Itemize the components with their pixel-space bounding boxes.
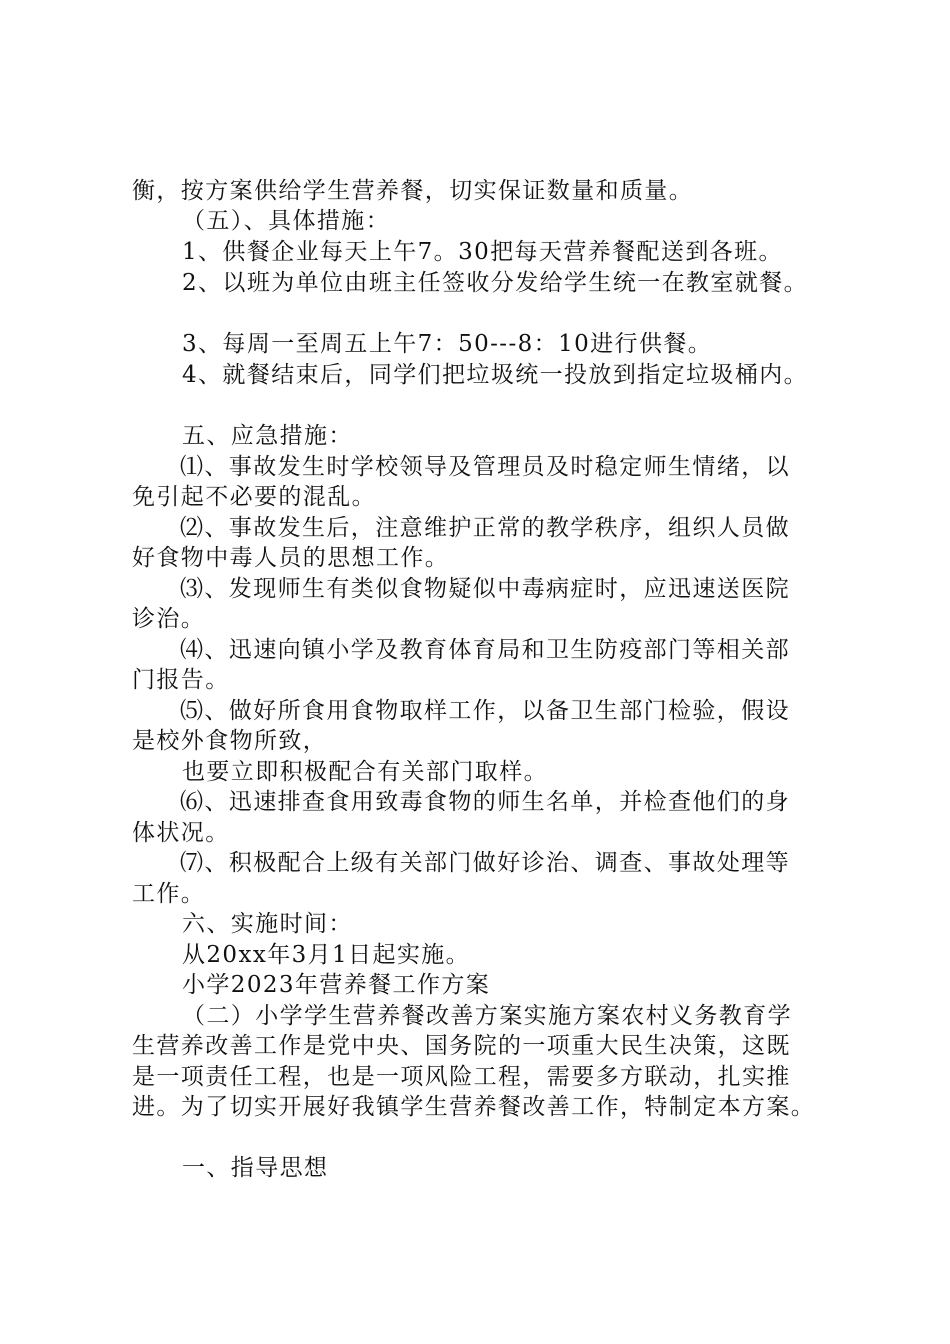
text-line: （二）小学学生营养餐改善方案实施方案农村义务教育学: [182, 1003, 792, 1029]
text-line: ⑸、做好所食用食物取样工作，以备卫生部门检验，假设: [180, 698, 790, 724]
text-line: 诊治。: [132, 606, 206, 632]
text-line: 3、每周一至周五上午7：50---8：10进行供餐。: [182, 331, 713, 357]
section-heading: （五）、具体措施：: [182, 208, 391, 234]
document-title: 小学2023年营养餐工作方案: [182, 972, 491, 998]
text-line: ⑵、事故发生后，注意维护正常的教学秩序，组织人员做: [180, 515, 790, 541]
text-line: 好食物中毒人员的思想工作。: [132, 545, 450, 571]
text-line: 是校外食物所致，: [132, 728, 328, 754]
text-line: ⑶、发现师生有类似食物疑似中毒病症时，应迅速送医院: [180, 576, 790, 602]
text-line: 也要立即积极配合有关部门取样。: [182, 759, 548, 785]
text-line: 2、以班为单位由班主任签收分发给学生统一在教室就餐。: [182, 270, 809, 296]
text-line: 衡，按方案供给学生营养餐，切实保证数量和质量。: [132, 178, 694, 204]
text-line: 体状况。: [132, 820, 230, 846]
text-line: 进。为了切实开展好我镇学生营养餐改善工作，特制定本方案。: [132, 1094, 816, 1120]
text-line: 免引起不必要的混乱。: [132, 484, 376, 510]
text-line: 1、供餐企业每天上午7。30把每天营养餐配送到各班。: [182, 239, 783, 265]
text-line: 4、就餐结束后，同学们把垃圾统一投放到指定垃圾桶内。: [182, 362, 809, 388]
text-line: 从20xx年3月1日起实施。: [182, 942, 471, 968]
text-line: ⑹、迅速排查食用致毒食物的师生名单，并检查他们的身: [180, 789, 790, 815]
text-line: ⑺、积极配合上级有关部门做好诊治、调查、事故处理等: [180, 850, 790, 876]
section-heading: 一、指导思想: [182, 1155, 329, 1181]
text-line: ⑷、迅速向镇小学及教育体育局和卫生防疫部门等相关部: [180, 637, 790, 663]
text-line: 门报告。: [132, 667, 230, 693]
section-heading: 五、应急措施：: [182, 423, 353, 449]
text-line: ⑴、事故发生时学校领导及管理员及时稳定师生情绪，以: [180, 454, 790, 480]
section-heading: 六、实施时间：: [182, 911, 353, 937]
text-line: 是一项责任工程，也是一项风险工程，需要多方联动，扎实推: [132, 1064, 791, 1090]
text-line: 生营养改善工作是党中央、国务院的一项重大民生决策，这既: [132, 1033, 791, 1059]
text-line: 工作。: [132, 881, 206, 907]
